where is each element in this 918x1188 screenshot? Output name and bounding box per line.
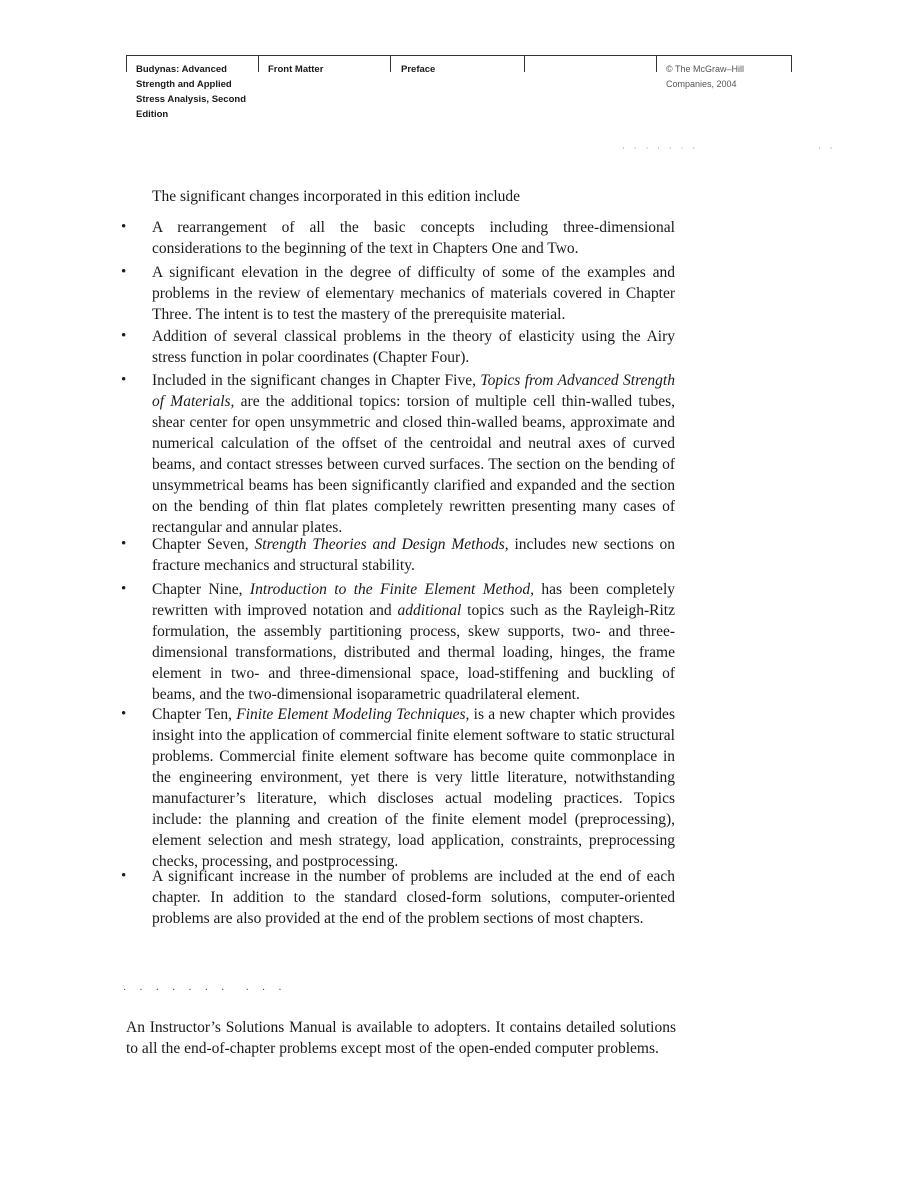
header-copyright — [666, 62, 744, 92]
bullet-mark: • — [121, 868, 127, 884]
faint-dots: · · — [818, 144, 836, 154]
emphasis: additional — [397, 602, 462, 619]
bullet-text: Chapter Seven, Strength Theories and Design Methods, includes new sections on fracture mechanics and structural stability. — [152, 536, 675, 574]
chapter-title: Topics from Advanced Strength of Materials, — [152, 372, 675, 410]
chapter-title: Introduction to the Finite Element Method, — [249, 581, 534, 598]
header-divider — [656, 56, 657, 72]
header-book-line: Budynas: Advanced — [136, 64, 227, 75]
header-book-title — [136, 62, 246, 122]
section-heading-dots: · · · · · · · · · · — [123, 985, 287, 996]
bullet-text: Chapter Nine, Introduction to the Finite Element Method, has been completely rewritten with improved notation and additional topics such as the Rayleigh-Ritz formulation, the assembly partitioning process, skew supports, two- and three-dimensional transformations, distributed and thermal loading, hinges, the frame element in two- and three-dimensional space, load-stiffening and buckling of beams, and the two-dimensional isoparametric quadrilateral element. — [152, 581, 675, 703]
bullet-mark: • — [121, 264, 127, 280]
bullet-mark: • — [121, 706, 127, 722]
bullet-mark: • — [121, 219, 127, 235]
bullet-mark: • — [121, 581, 127, 597]
header-divider — [126, 56, 127, 72]
bullet-mark: • — [121, 328, 127, 344]
header-book-line: Stress Analysis, Second — [136, 94, 247, 105]
header-divider — [524, 56, 525, 72]
header-book-line: Edition — [136, 109, 169, 120]
solutions-manual-paragraph: An Instructor’s Solutions Manual is available to adopters. It contains detailed solutions to all the end-of-chapter problems except most of the open-ended computer problems. — [126, 1019, 676, 1057]
header-divider — [390, 56, 391, 72]
header-chapter: Preface — [401, 64, 436, 75]
faint-dots: · · · · · · · — [622, 144, 699, 154]
header-divider — [791, 56, 792, 72]
header-copyright-line: © The McGraw–Hill — [666, 64, 744, 74]
bullet-text: Chapter Ten, Finite Element Modeling Techniques, is a new chapter which provides insight into the application of commercial finite element software to static structural problems. Commercial finite element software has become quite commonplace in the engineering environment, yet there is very little literature, notwithstanding manufacturer’s literature, which discloses actual modeling practices. Topics include: the planning and creation of the finite element model (preprocessing), element selection and mesh strategy, load application, constraints, preprocessing checks, processing, and postprocessing. — [152, 706, 675, 870]
bullet-text: Included in the significant changes in Chapter Five, Topics from Advanced Strength of Materials, are the additional topics: torsion of multiple cell thin-walled tubes, shear center for open unsymmetric and closed thin-walled beams, approximate and numerical calculation of the offset of the centroidal and neutral axes of curved beams, and contact stresses between curved surfaces. The section on the bending of unsymmetrical beams has been significantly clarified and expanded and the section on the bending of thin flat plates completely rewritten presenting many cases of rectangular and annular plates. — [152, 372, 675, 536]
header-book-line: Strength and Applied — [136, 79, 232, 90]
bullet-mark: • — [121, 536, 127, 552]
chapter-title: Finite Element Modeling Techniques, — [236, 706, 470, 723]
intro-sentence: The significant changes incorporated in this edition include — [152, 188, 521, 205]
chapter-title: Strength Theories and Design Methods, — [254, 536, 509, 553]
bullet-text: A significant elevation in the degree of difficulty of some of the examples and problems in the review of elementary mechanics of materials covered in Chapter Three. The intent is to test the mastery of the prerequisite material. — [152, 264, 675, 323]
header-section: Front Matter — [268, 64, 324, 75]
header-copyright-line: Companies, 2004 — [666, 79, 737, 89]
header-divider — [258, 56, 259, 72]
bullet-mark: • — [121, 372, 127, 388]
bullet-text: Addition of several classical problems in the theory of elasticity using the Airy stress function in polar coordinates (Chapter Four). — [152, 328, 675, 366]
bullet-text: A significant increase in the number of problems are included at the end of each chapter. In addition to the standard closed-form solutions, computer-oriented problems are also provided at the end of the problem sections of most chapters. — [152, 868, 675, 927]
bullet-text: A rearrangement of all the basic concepts including three-dimensional considerations to the beginning of the text in Chapters One and Two. — [152, 219, 675, 257]
